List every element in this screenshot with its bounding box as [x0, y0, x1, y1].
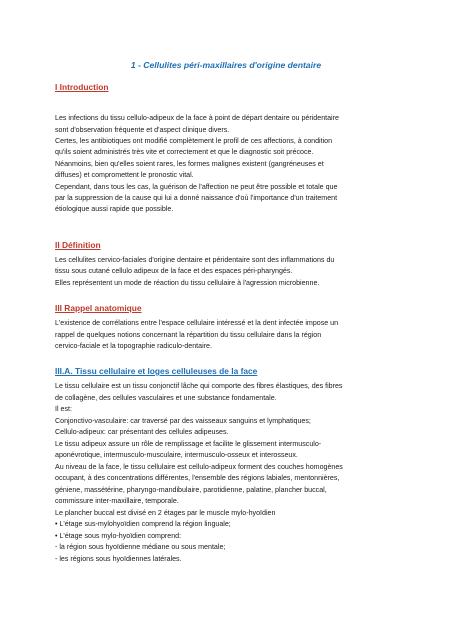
paragraph-line: Le tissu adipeux assure un rôle de remplissage et facilite le glissement intermusculo-	[55, 440, 322, 448]
paragraph-line: diffuses) et compromettent le pronostic vital.	[55, 171, 194, 179]
paragraph-line: Cellulo-adipeux: car présentant des cellules adipeuses.	[55, 428, 229, 436]
paragraph-line: cervico-faciale et la topographie radiculo-dentaire.	[55, 342, 212, 350]
paragraph-line: Le plancher buccal est divisé en 2 étages par le muscle mylo-hyoïdien	[55, 509, 276, 517]
paragraph-line: Cependant, dans tous les cas, la guérison de l'affection ne peut être possible et totale que	[55, 183, 338, 191]
paragraph-line: qu'ils soient administrés très vite et correctement et que le diagnostic soit précoce.	[55, 148, 314, 156]
paragraph-line: Certes, les antibiotiques ont modifié complètement le profil de ces affections, à condition	[55, 137, 333, 145]
paragraph-line: Elles représentent un mode de réaction du tissu cellulaire à l'agression microbienne.	[55, 279, 320, 287]
paragraph-line: par la suppression de la cause qui lui a donné naissance d'où l'importance d'un traitement	[55, 194, 338, 202]
list-item: • L'étage sous mylo-hyoïdien comprend:	[55, 532, 182, 540]
list-item: - la région sous hyoïdienne médiane ou sous mentale;	[55, 543, 226, 551]
paragraph-line: occupant, à des concentrations différentes, l'ensemble des régions labiales, mentonnières,	[55, 474, 340, 482]
heading-rappel-anatomique: III Rappel anatomique	[55, 303, 142, 313]
paragraph-line: Conjonctivo-vasculaire: car traversé par des vaisseaux sanguins et lymphatiques;	[55, 417, 311, 425]
paragraph-line: commissure inter-maxillaire, temporale.	[55, 497, 179, 505]
heading-tissu-cellulaire: III.A. Tissu cellulaire et loges celluleuses de la face	[55, 366, 258, 376]
list-item: - les régions sous hyoïdiennes latérales.	[55, 555, 182, 563]
heading-introduction: I Introduction	[55, 82, 109, 92]
paragraph-line: Au niveau de la face, le tissu cellulaire est cellulo-adipeux forment des couches homogènes	[55, 463, 343, 471]
paragraph-line: de collagène, des cellules vasculaires et une substance fondamentale.	[55, 394, 277, 402]
paragraph-line: L'existence de corrélations entre l'espace cellulaire intéressé et la dent infectée impose un	[55, 319, 339, 327]
paragraph-line: tissu sous cutané cellulo adipeux de la face et des espaces péri-pharyngés.	[55, 267, 293, 275]
paragraph-line: aponévrotique, intermusculo-musculaire, intermusculo-osseux et interosseux.	[55, 451, 298, 459]
paragraph-line: sont d'observation fréquente et d'aspect clinique divers.	[55, 126, 230, 134]
heading-definition: II Définition	[55, 240, 101, 250]
paragraph-line: étiologique aussi rapide que possible.	[55, 205, 174, 213]
paragraph-line: Il est:	[55, 405, 72, 413]
list-item: • L'étage sus-mylohyoïdien comprend la région linguale;	[55, 520, 231, 528]
paragraph-line: rappel de quelques notions concernant la répartition du tissu cellulaire dans la région	[55, 331, 322, 339]
paragraph-line: Les infections du tissu cellulo-adipeux de la face à point de départ dentaire ou péridentaire	[55, 114, 339, 122]
document-title: 1 - Cellulites péri-maxillaires d'origine dentaire	[130, 60, 322, 70]
paragraph-line: Les cellulites cervico-faciales d'origine dentaire et péridentaire sont des inflammations du	[55, 256, 335, 264]
paragraph-line: géniene, massétérine, pharyngo-mandibulaire, parotidienne, palatine, plancher buccal,	[55, 486, 327, 494]
paragraph-line: Le tissu cellulaire est un tissu conjonctif lâche qui comporte des fibres élastiques, des fibres	[55, 382, 343, 390]
paragraph-line: Néanmoins, bien qu'elles soient rares, les formes malignes existent (gangréneuses et	[55, 160, 324, 168]
